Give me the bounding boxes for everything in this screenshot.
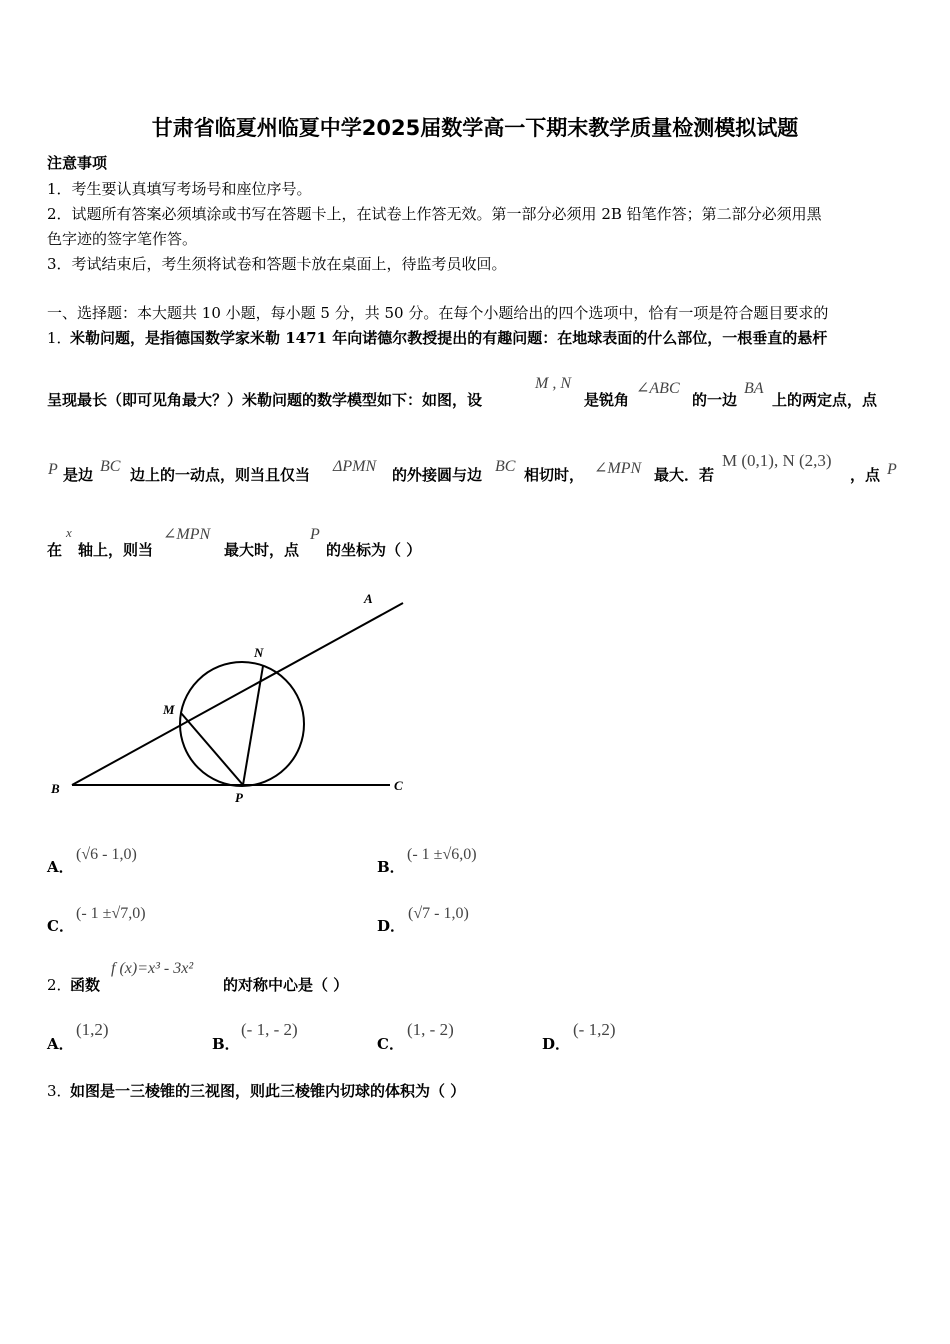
- ray-ba-line: [72, 603, 403, 785]
- q2-option-a-value[interactable]: (1,2): [76, 1020, 109, 1039]
- segment-np: [243, 666, 263, 785]
- q1-math-mn: M , N: [535, 375, 571, 392]
- q1-math-bc: BC: [100, 458, 121, 475]
- q1-math-p-2: P: [887, 461, 897, 478]
- q1-line-4b: 轴上，则当: [78, 541, 154, 559]
- q1-option-a-label[interactable]: A．: [47, 858, 74, 876]
- q2-function: f (x)=x³ - 3x²: [111, 960, 194, 977]
- q1-math-p-3: P: [310, 526, 320, 543]
- q1-option-c-label[interactable]: C．: [47, 917, 74, 935]
- q1-option-c-value[interactable]: (- 1 ±√7,0): [76, 905, 146, 922]
- q2-number: 2．: [47, 976, 72, 994]
- q1-line-2c: 的一边: [692, 391, 738, 409]
- q3-text: 如图是一三棱锥的三视图，则此三棱锥内切球的体积为（ ）: [70, 1082, 466, 1100]
- q1-math-p: P: [48, 461, 58, 478]
- q1-line-3d: 相切时，: [524, 466, 585, 484]
- q1-option-d-value[interactable]: (√7 - 1,0): [408, 905, 469, 922]
- q1-line-4a: 在: [47, 541, 63, 559]
- q1-math-triangle: ΔPMN: [333, 458, 377, 475]
- label-c: C: [394, 778, 403, 793]
- q1-figure: [40, 585, 430, 815]
- notice-item-2-line-2: 色字迹的签字笔作答。: [47, 230, 198, 248]
- q2-option-b-label[interactable]: B．: [212, 1035, 240, 1053]
- q3-number: 3．: [47, 1082, 72, 1100]
- q1-line-1: 米勒问题，是指德国数学家米勒 1471 年向诺德尔教授提出的有趣问题：在地球表面的什么部位，一根垂直的悬杆: [70, 329, 828, 347]
- q1-math-angle: ∠MPN: [594, 460, 642, 477]
- q1-math-ba: BA: [744, 380, 764, 397]
- circumcircle: [180, 662, 304, 786]
- q1-math-abc: ∠ABC: [636, 380, 680, 397]
- notice-heading: 注意事项: [47, 154, 108, 172]
- q2-option-c-value[interactable]: (1, - 2): [407, 1020, 454, 1039]
- q1-line-3e: 最大．若: [654, 466, 715, 484]
- q1-option-b-value[interactable]: (- 1 ±√6,0): [407, 846, 477, 863]
- q1-math-coords: M (0,1), N (2,3): [722, 451, 832, 470]
- notice-item-2-line-1: 2．试题所有答案必须填涂或书写在答题卡上，在试卷上作答无效。第一部分必须用 2B 铅笔作答；第二部分必须用黑: [47, 205, 822, 223]
- q2-option-d-label[interactable]: D．: [542, 1035, 571, 1053]
- page-title: 甘肃省临夏州临夏中学2025届数学高一下期末教学质量检测模拟试题: [151, 116, 799, 140]
- q1-line-2b: 是锐角: [584, 391, 630, 409]
- q1-number: 1．: [47, 329, 72, 347]
- label-m: M: [163, 702, 175, 717]
- segment-mp: [181, 713, 243, 785]
- q1-math-bc-2: BC: [495, 458, 516, 475]
- label-p: P: [235, 790, 243, 805]
- notice-item-1: 1．考生要认真填写考场号和座位序号。: [47, 180, 312, 198]
- section-1-heading: 一、选择题：本大题共 10 小题，每小题 5 分，共 50 分。在每个小题给出的四个选项中，恰有一项是符合题目要求的: [47, 304, 829, 322]
- label-b: B: [51, 781, 60, 796]
- q1-line-4d: 的坐标为（ ）: [326, 541, 422, 559]
- q1-math-angle-2: ∠MPN: [163, 526, 211, 543]
- q2-text-b: 的对称中心是（ ）: [223, 976, 349, 994]
- q1-line-3c: 的外接圆与边: [392, 466, 483, 484]
- q1-line-4c: 最大时，点: [224, 541, 300, 559]
- label-a: A: [364, 591, 373, 606]
- q2-option-a-label[interactable]: A．: [47, 1035, 74, 1053]
- q1-option-a-value[interactable]: (√6 - 1,0): [76, 846, 137, 863]
- q2-text-a: 函数: [70, 976, 101, 994]
- q1-option-d-label[interactable]: D．: [377, 917, 406, 935]
- q2-option-b-value[interactable]: (- 1, - 2): [241, 1020, 298, 1039]
- q1-line-2d: 上的两定点，点: [772, 391, 878, 409]
- q2-option-c-label[interactable]: C．: [377, 1035, 404, 1053]
- q1-math-x: x: [66, 525, 72, 540]
- q1-option-b-label[interactable]: B．: [377, 858, 405, 876]
- q1-line-3b: 边上的一动点，则当且仅当: [130, 466, 311, 484]
- notice-item-3: 3．考试结束后，考生须将试卷和答题卡放在桌面上，待监考员收回。: [47, 255, 507, 273]
- q2-option-d-value[interactable]: (- 1,2): [573, 1020, 616, 1039]
- q1-line-3a: 是边: [63, 466, 94, 484]
- q1-line-3f: ，点: [850, 466, 881, 484]
- label-n: N: [254, 645, 264, 660]
- q1-line-2a: 呈现最长（即可见角最大？）米勒问题的数学模型如下：如图，设: [47, 391, 483, 409]
